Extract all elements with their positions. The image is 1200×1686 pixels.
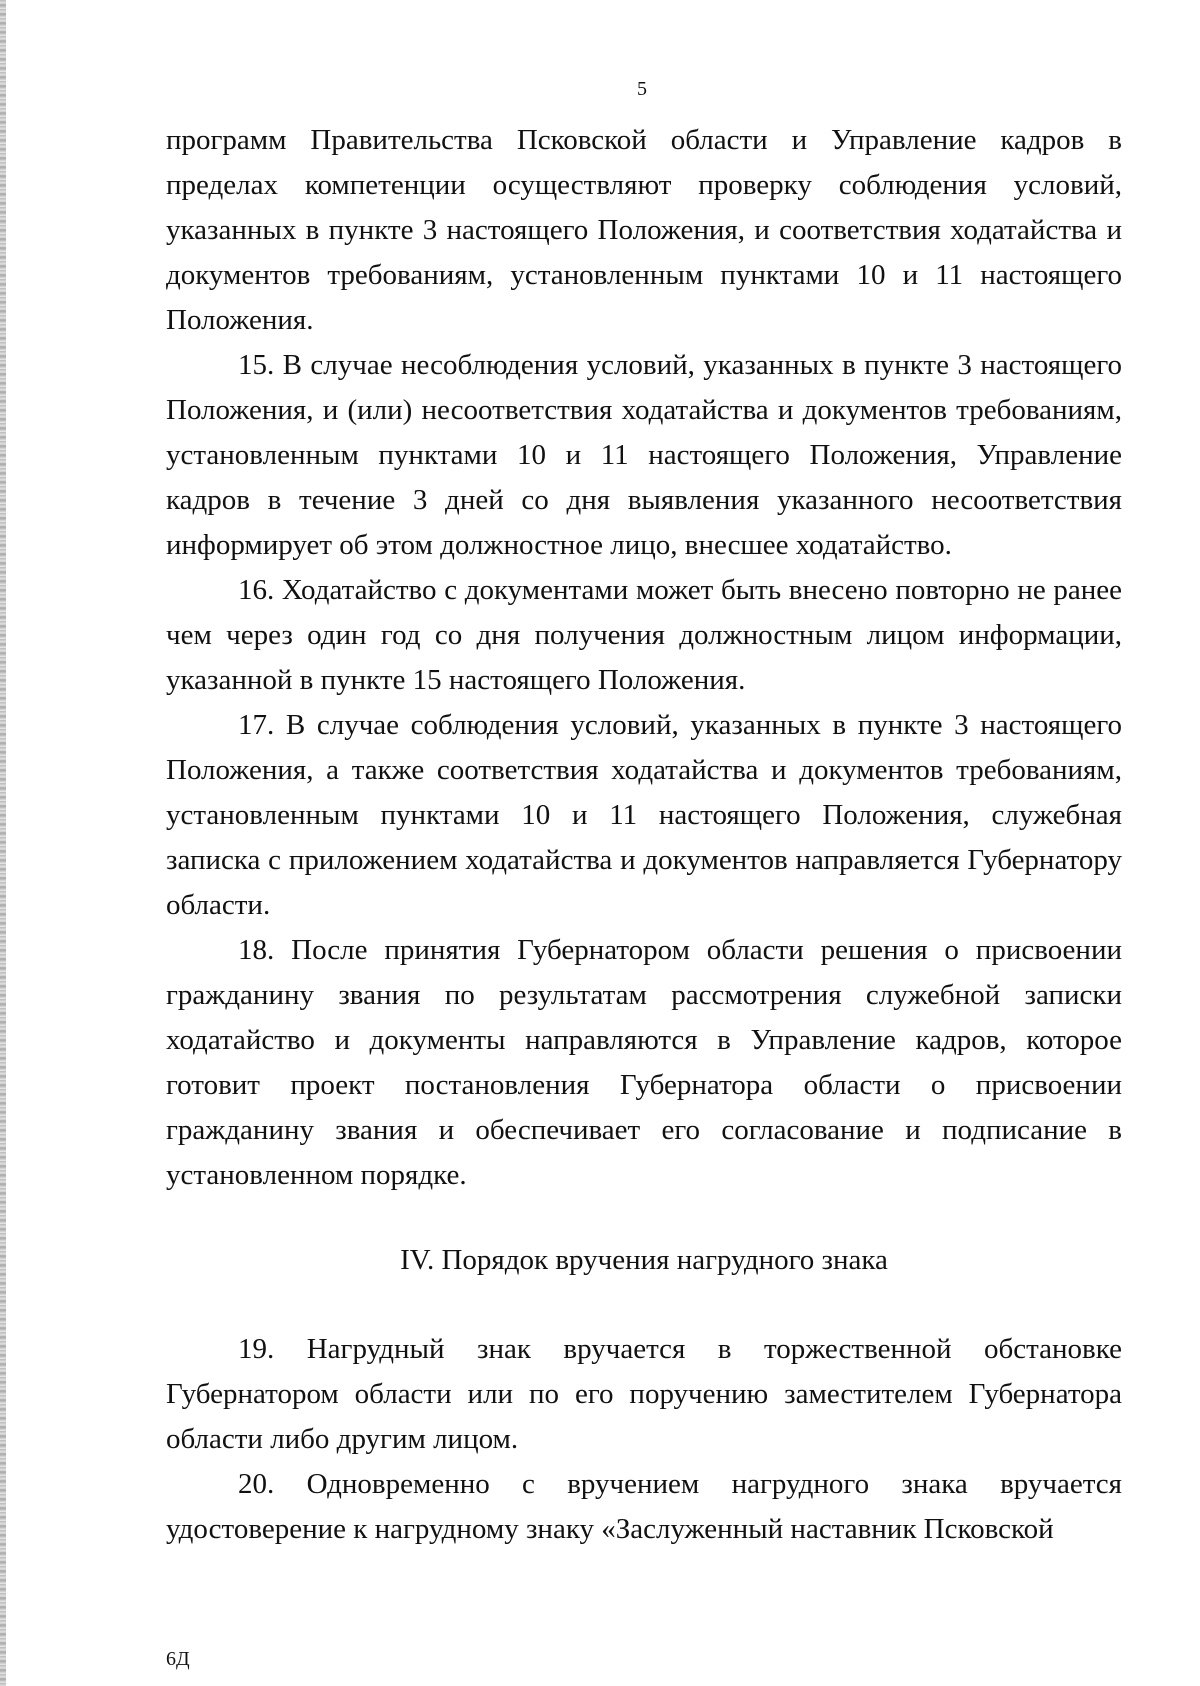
footer-code: 6Д — [166, 1648, 190, 1670]
paragraph-18: 18. После принятия Губернатором области решения о присвоении гражданину звания по результатам рассмотрения служебной записки ходатайство и документы направляются в Управление кадров, которое готовит проект постановления Губернатора области о присвоении гражданину звания и обеспечивает его согласование и подписание в установленном порядке. — [166, 934, 1122, 1191]
paragraph-14-continued: программ Правительства Псковской области и Управление кадров в пределах компетенции осуществляют проверку соблюдения условий, указанных в пункте 3 настоящего Положения, и соответствия ходатайства и документов требованиям, установленным пунктами 10 и 11 настоящего Положения. — [166, 124, 1122, 336]
paragraph-19: 19. Нагрудный знак вручается в торжественной обстановке Губернатором области или по его поручению заместителем Губернатора области либо другим лицом. — [166, 1333, 1122, 1455]
paragraph-20: 20. Одновременно с вручением нагрудного знака вручается удостоверение к нагрудному знаку «Заслуженный наставник Псковской — [166, 1468, 1122, 1545]
document-body — [166, 118, 1122, 1552]
scan-edge — [0, 0, 6, 1686]
paragraph-15: 15. В случае несоблюдения условий, указанных в пункте 3 настоящего Положения, и (или) несоответствия ходатайства и документов требованиям, установленным пунктами 10 и 11 настоящего Положения, Управление кадров в течение 3 дней со дня выявления указанного несоответствия информирует об этом должностное лицо, внесшее ходатайство. — [166, 349, 1122, 561]
page-number: 5 — [637, 78, 647, 100]
section-heading: IV. Порядок вручения нагрудного знака — [400, 1244, 888, 1276]
paragraph-17: 17. В случае соблюдения условий, указанных в пункте 3 настоящего Положения, а также соответствия ходатайства и документов требованиям, установленным пунктами 10 и 11 настоящего Положения, служебная записка с приложением ходатайства и документов направляется Губернатору области. — [166, 709, 1122, 921]
paragraph-16: 16. Ходатайство с документами может быть внесено повторно не ранее чем через один год со дня получения должностным лицом информации, указанной в пункте 15 настоящего Положения. — [166, 574, 1122, 696]
